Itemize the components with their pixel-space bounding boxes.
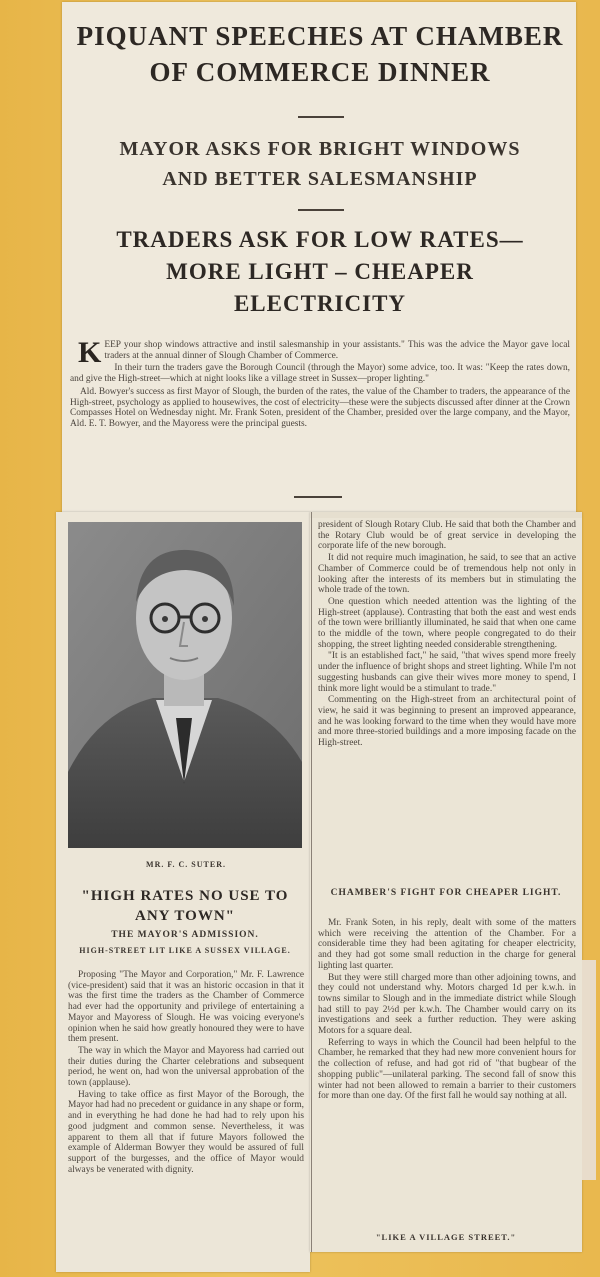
right-paragraph-2: It did not require much imagination, he said, to see that an active Chamber of Commerce could be of tremendous help not only in looking after the interests of its members but in stimulating the whole trade of the town. [318, 553, 576, 596]
column-divider [311, 512, 312, 1252]
subheadline [66, 134, 574, 194]
divider-rule [298, 116, 344, 118]
section-heading-electricity: CHAMBER'S FIGHT FOR CHEAPER LIGHT. [330, 888, 562, 898]
intro-text [70, 336, 570, 432]
left-paragraph-1: Proposing "The Mayor and Corporation," Mr. F. Lawrence (vice-president) said that it was an historic occasion in that it was the first time the traders as the Chamber of Commerce had ever had the opportunity and privilege of entertaining a Mayor and Mayoress of Slough. He was voicing everyone's opinion when he said how greatly honoured they were to have them present. [68, 970, 304, 1045]
divider-rule [298, 209, 344, 211]
right2-paragraph-2: But they were still charged more than other adjoining towns, and they could not understand why. Motors charged 1d per k.w.h. in towns similar to Slough and in the immediate district while Slough had still to pay 2½d per k.w.h. The Chamber would carry on its investigations and seek a further reduction. They were asking Motors for a square deal. [318, 972, 576, 1037]
headline [66, 18, 574, 90]
left-column-body [68, 970, 304, 1176]
subheadline-line2: AND BETTER SALESMANSHIP [162, 168, 478, 190]
drop-cap: K [78, 336, 102, 369]
right-paragraph-5: Commenting on the High-street from an architectural point of view, he said it was beginning to present an improved appearance, and he was looking forward to the time when they would have more and more three-storied buildings and a more imposing facade on the High-street. [318, 695, 576, 749]
intro-paragraph-3: Ald. Bowyer's success as first Mayor of Slough, the burden of the rates, the value of the Chamber to traders, the appearance of the High-street, psychology as applied to housewives, the cost of electricity—these were the subjects discussed after dinner at the Crown Compasses Hotel on Wednesday night. Mr. Frank Soten, president of the Chamber, presided over the large company, and the Mayor, Ald. E. T. Bowyer, and the Mayoress were the principal guests. [70, 386, 570, 429]
section-heading-village: "LIKE A VILLAGE STREET." [375, 1232, 517, 1242]
section-subheading-street: HIGH-STREET LIT LIKE A SUSSEX VILLAGE. [79, 946, 291, 955]
right-paragraph-1: president of Slough Rotary Club. He said that both the Chamber and the Rotary Club would be of great service in developing the corporate life of the new borough. [318, 520, 576, 552]
right-column-body [318, 520, 576, 750]
deck-line1: TRADERS ASK FOR LOW RATES— [116, 227, 524, 252]
section-subheading-mayor: THE MAYOR'S ADMISSION. [111, 930, 259, 940]
deck-line3: ELECTRICITY [233, 291, 407, 316]
deck-line2: MORE LIGHT – CHEAPER [166, 259, 474, 284]
paper-strip [582, 960, 596, 1180]
right2-paragraph-1: Mr. Frank Soten, in his reply, dealt with some of the matters which were receiving the attention of the Chamber. For a considerable time they had been agitating for cheaper electricity, and they had got some small reduction in the charge for general lighting last quarter. [318, 918, 576, 971]
headline-line1: PIQUANT SPEECHES AT CHAMBER [76, 21, 564, 51]
photo-caption: MR. F. C. SUTER. [146, 860, 226, 869]
section-heading-rates: "HIGH RATES NO USE TO ANY TOWN" [81, 888, 289, 924]
divider-rule [294, 496, 342, 498]
left-paragraph-3: Having to take office as first Mayor of the Borough, the Mayor had had no precedent or guidance in any shape or form, and in everything he had done he had had to rely upon his good judgment and common sense. Nevertheless, it was apparent to them all that if future Mayors followed the example of Alderman Bowyer they would be assured of full support of the burgesses, and the office of Mayor would always be venerated with dignity. [68, 1089, 304, 1175]
portrait-illustration [68, 522, 302, 848]
headline-line2: OF COMMERCE DINNER [149, 57, 491, 87]
intro-paragraph-1: EEP your shop windows attractive and instil salesmanship in your assistants." This was the advice the Mayor gave local traders at the annual dinner of Slough Chamber of Commerce. [104, 340, 570, 361]
right-column-body-2 [318, 918, 576, 1103]
subheadline-line1: MAYOR ASKS FOR BRIGHT WINDOWS [119, 138, 521, 160]
left-paragraph-2: The way in which the Mayor and Mayoress had carried out their duties during the Charter celebrations and subsequent period, he went on, had won the universal approbation of the town (applause). [68, 1045, 304, 1089]
right2-paragraph-3: Referring to ways in which the Council had been helpful to the Chamber, he remarked that they had new more convenient hours for the collection of refuse, and had got rid of "that bugbear of the shopping public"—unilateral parking. The second fall of snow this winter had not been allowed to remain a barrier to their customers for more than one day. Of the first fall he would say nothing at all. [318, 1037, 576, 1102]
deck-headline [66, 224, 574, 320]
intro-paragraph-2: In their turn the traders gave the Borough Council (through the Mayor) some advice, too. It was: "Keep the rates down, and give the High-street—which at night looks like a village street in Sussex—proper lighting." [70, 363, 570, 385]
portrait-photo [68, 522, 302, 848]
right-paragraph-3: One question which needed attention was the lighting of the High-street (applause). Contrasting that both the east and west ends of the town were brilliantly illuminated, he said that when one came to the middle of the town, where people congregated to do their shopping, the street lighting needed considerable strengthening. [318, 596, 576, 650]
right-paragraph-4: "It is an established fact," he said, "that wives spend more freely under the influence of bright shops and street lighting. While I'm not suggesting husbands can give their wives more money to spend, I think more light would be a stimulant to trade." [318, 651, 576, 694]
